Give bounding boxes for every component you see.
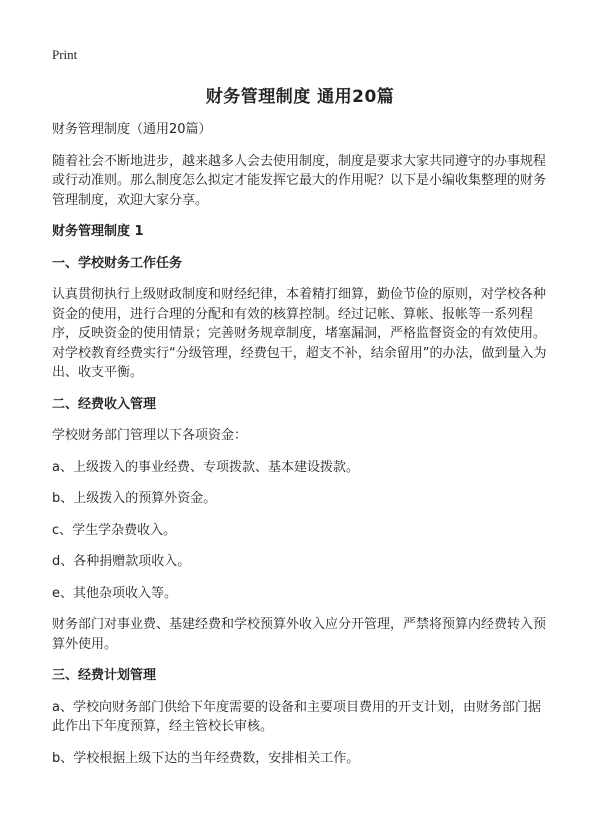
intro-paragraph: 随着社会不断地进步，越来越多人会去使用制度，制度是要求大家共同遵守的办事规程或行动准则。那么制度怎么拟定才能发挥它最大的作用呢？以下是小编收集整理的财务管理制度，欢迎大家分享。	[52, 153, 547, 208]
list-item: c、学生学杂费收入。	[52, 522, 177, 538]
list-item: b、学校根据上级下达的当年经费数，安排相关工作。	[52, 750, 360, 766]
part1-body: 认真贯彻执行上级财政制度和财经纪律，本着精打细算，勤俭节俭的原则，对学校各种资金的使用，进行合理的分配和有效的核算控制。经过记帐、算帐、报帐等一系列程序，反映资金的使用情景；完善财务规章制度，堵塞漏洞，严格监督资金的有效使用。对学校教育经费实行“分级管理，经费包干，超支不补，结余留用”的办法，做到量入为出、收支平衡。	[52, 287, 547, 380]
print-button[interactable]: Print	[52, 47, 78, 62]
list-item: a、上级拨入的事业经费、专项拨款、基本建设拨款。	[52, 459, 359, 475]
part2-closing: 财务部门对事业费、基建经费和学校预算外收入应分开管理，严禁将预算内经费转入预算外使用。	[52, 617, 547, 652]
part3-heading: 三、经费计划管理	[52, 668, 157, 683]
part2-heading: 二、经费收入管理	[52, 396, 157, 412]
document-body	[52, 120, 552, 780]
list-item: e、其他杂项收入等。	[52, 585, 177, 601]
list-item: b、上级拨入的预算外资金。	[52, 491, 217, 506]
part1-heading: 一、学校财务工作任务	[52, 255, 183, 271]
list-item: d、各种捐赠款项收入。	[52, 554, 191, 569]
section-heading: 财务管理制度 1	[52, 224, 144, 239]
page-title: 财务管理制度 通用20篇	[205, 87, 395, 107]
list-item: a、学校向财务部门供给下年度需要的设备和主要项目费用的开支计划，由财务部门据此作出下年度预算，经主管校长审核。	[52, 699, 541, 734]
document-subtitle: 财务管理制度（通用20篇）	[52, 122, 212, 137]
part2-intro: 学校财务部门管理以下各项资金：	[52, 428, 248, 443]
